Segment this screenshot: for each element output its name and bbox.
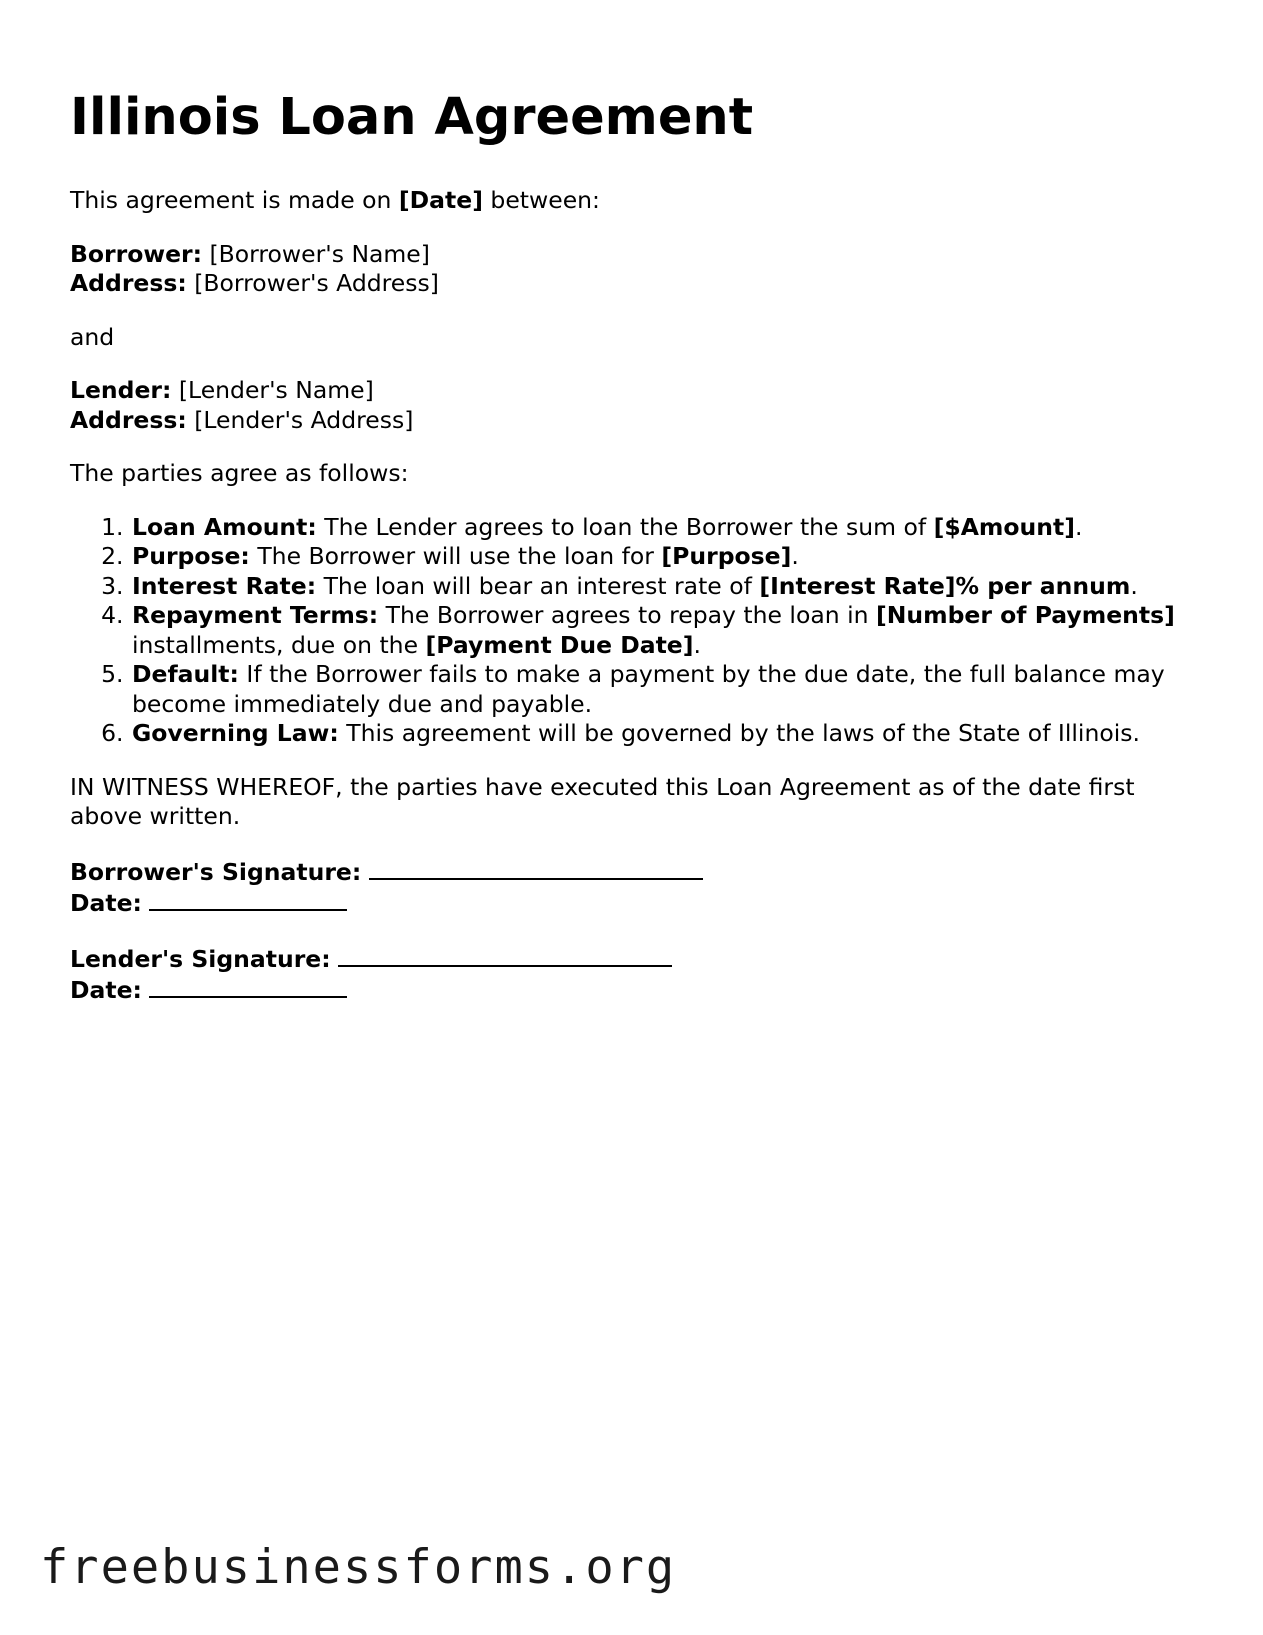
term-text-middle: installments, due on the (132, 630, 426, 659)
borrower-date-line[interactable] (149, 887, 347, 911)
intro-prefix: This agreement is made on (70, 186, 399, 214)
parties-agree-text: The parties agree as follows: (70, 459, 409, 487)
term-repayment (131, 601, 1200, 660)
amount-placeholder: [$Amount] (933, 512, 1075, 541)
borrower-name-value: [Borrower's Name] (202, 239, 430, 268)
lender-name-label: Lender: (70, 376, 172, 404)
term-period: . (693, 630, 701, 659)
terms-list (70, 513, 1200, 749)
lender-name-value: [Lender's Name] (171, 376, 374, 404)
term-text: The Borrower will use the loan for (249, 542, 662, 570)
lender-signature-label: Lender's Signature: (70, 944, 331, 973)
intro-paragraph (70, 186, 1200, 216)
borrower-address-label: Address: (70, 269, 187, 297)
borrower-block (70, 240, 1200, 299)
lender-signature-block (70, 943, 1200, 1006)
term-loan-amount (131, 513, 1200, 543)
term-period: . (791, 542, 799, 570)
footer-watermark: freebusinessforms.org (40, 1540, 677, 1595)
term-default (131, 660, 1200, 719)
term-label: Repayment Terms: (132, 601, 379, 629)
interest-rate-placeholder: [Interest Rate]% per annum (759, 571, 1131, 600)
lender-address-label: Address: (70, 405, 187, 434)
lender-block (70, 376, 1200, 435)
term-period: . (1130, 571, 1138, 600)
date-placeholder: [Date] (398, 186, 483, 214)
term-governing-law (131, 719, 1200, 749)
borrower-date-label: Date: (70, 889, 142, 917)
term-text: The Borrower agrees to repay the loan in (378, 601, 876, 629)
term-label: Loan Amount: (132, 512, 317, 541)
and-text: and (70, 322, 115, 351)
term-text: The loan will bear an interest rate of (316, 571, 760, 600)
document-page (70, 82, 1200, 1030)
term-text: The Lender agrees to loan the Borrower the sum of (316, 512, 934, 541)
due-date-placeholder: [Payment Due Date] (425, 630, 694, 659)
borrower-name-label: Borrower: (70, 239, 203, 268)
lender-date-line[interactable] (149, 974, 347, 998)
term-label: Default: (132, 660, 239, 688)
lender-date-label: Date: (70, 976, 142, 1004)
lender-signature-line[interactable] (338, 943, 672, 967)
term-label: Purpose: (132, 542, 250, 570)
term-interest-rate (131, 572, 1200, 602)
term-text: If the Borrower fails to make a payment by the due date, the full balance may become immediately due and payable. (132, 660, 1165, 718)
borrower-signature-block (70, 856, 1200, 919)
term-label: Governing Law: (132, 719, 339, 747)
borrower-signature-label: Borrower's Signature: (70, 857, 362, 886)
borrower-address-value: [Borrower's Address] (186, 269, 439, 297)
witness-paragraph: IN WITNESS WHEREOF, the parties have executed this Loan Agreement as of the date first above written. (70, 772, 1135, 830)
term-period: . (1074, 512, 1083, 541)
intro-suffix: between: (482, 186, 600, 214)
lender-address-value: [Lender's Address] (186, 405, 414, 434)
borrower-signature-line[interactable] (369, 856, 703, 880)
purpose-placeholder: [Purpose] (661, 542, 792, 570)
term-label: Interest Rate: (132, 571, 317, 600)
document-title: Illinois Loan Agreement (70, 88, 754, 147)
term-text: This agreement will be governed by the laws of the State of Illinois. (338, 719, 1140, 747)
term-purpose (131, 542, 1200, 572)
payments-placeholder: [Number of Payments] (875, 601, 1175, 629)
